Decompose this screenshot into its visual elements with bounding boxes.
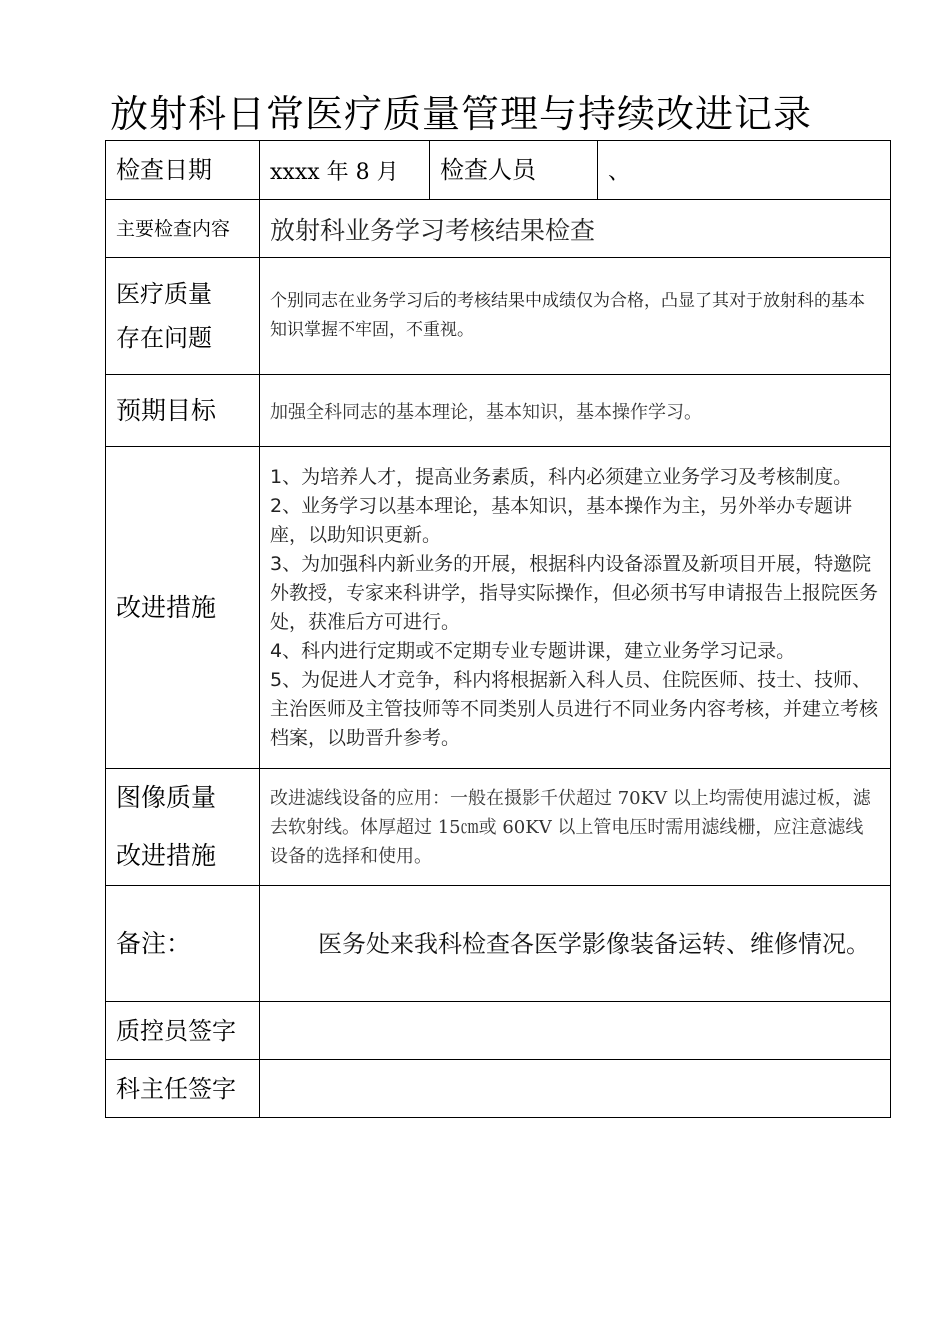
expected-goal-row (106, 375, 891, 447)
measure-item: 2、业务学习以基本理论，基本知识，基本操作为主，另外举办专题讲座，以助知识更新。 (270, 494, 853, 546)
director-signature-label: 科主任签字 (106, 1060, 260, 1118)
remarks-row (106, 886, 891, 1002)
quality-issues-label-line1: 医疗质量 (116, 280, 212, 308)
quality-issues-row (106, 258, 891, 375)
inspector-value: 、 (598, 141, 891, 200)
expected-goal-value: 加强全科同志的基本理论，基本知识，基本操作学习。 (260, 375, 891, 447)
main-content-label: 主要检查内容 (106, 200, 260, 258)
image-quality-value: 改进滤线设备的应用：一般在摄影千伏超过 70KV 以上均需使用滤过板，滤去软射线。体厚超过 15㎝或 60KV 以上管电压时需用滤线栅，应注意滤线设备的选择和使用。 (260, 769, 891, 886)
remarks-label: 备注： (106, 886, 260, 1002)
main-content-value: 放射科业务学习考核结果检查 (260, 200, 891, 258)
measure-item: 4、科内进行定期或不定期专业专题讲课，建立业务学习记录。 (270, 639, 796, 662)
inspection-date-label: 检查日期 (106, 141, 260, 200)
inspector-label: 检查人员 (430, 141, 598, 200)
qc-signature-field[interactable] (260, 1002, 891, 1060)
improvement-measures-label: 改进措施 (106, 447, 260, 769)
improvement-measures-list (260, 447, 891, 769)
qc-signature-row (106, 1002, 891, 1060)
director-signature-field[interactable] (260, 1060, 891, 1118)
image-quality-label (106, 769, 260, 886)
inspection-row (106, 141, 891, 200)
quality-issues-value: 个别同志在业务学习后的考核结果中成绩仅为合格，凸显了其对于放射科的基本知识掌握不牢固，不重视。 (260, 258, 891, 375)
expected-goal-label: 预期目标 (106, 375, 260, 447)
improvement-measures-row (106, 447, 891, 769)
quality-issues-label-line2: 存在问题 (116, 324, 212, 352)
inspection-date-value: xxxx 年 8 月 (260, 141, 430, 200)
main-content-row (106, 200, 891, 258)
director-signature-row (106, 1060, 891, 1118)
measure-item: 5、为促进人才竞争，科内将根据新入科人员、住院医师、技士、技师、主治医师及主管技师等不同类别人员进行不同业务内容考核，并建立考核档案，以助晋升参考。 (270, 668, 879, 749)
image-quality-label-line2: 改进措施 (116, 841, 217, 870)
image-quality-label-line1: 图像质量 (116, 783, 217, 812)
remarks-value: 医务处来我科检查各医学影像装备运转、维修情况。 (260, 886, 891, 1002)
measure-item: 3、为加强科内新业务的开展，根据科内设备添置及新项目开展，特邀院外教授，专家来科讲学，指导实际操作，但必须书写申请报告上报院医务处，获准后方可进行。 (270, 552, 879, 633)
quality-record-table (105, 140, 891, 1118)
qc-signature-label: 质控员签字 (106, 1002, 260, 1060)
page-title: 放射科日常医疗质量管理与持续改进记录 (110, 92, 813, 136)
quality-issues-label (106, 258, 260, 375)
measure-item: 1、为培养人才，提高业务素质，科内必须建立业务学习及考核制度。 (270, 465, 853, 488)
image-quality-row (106, 769, 891, 886)
